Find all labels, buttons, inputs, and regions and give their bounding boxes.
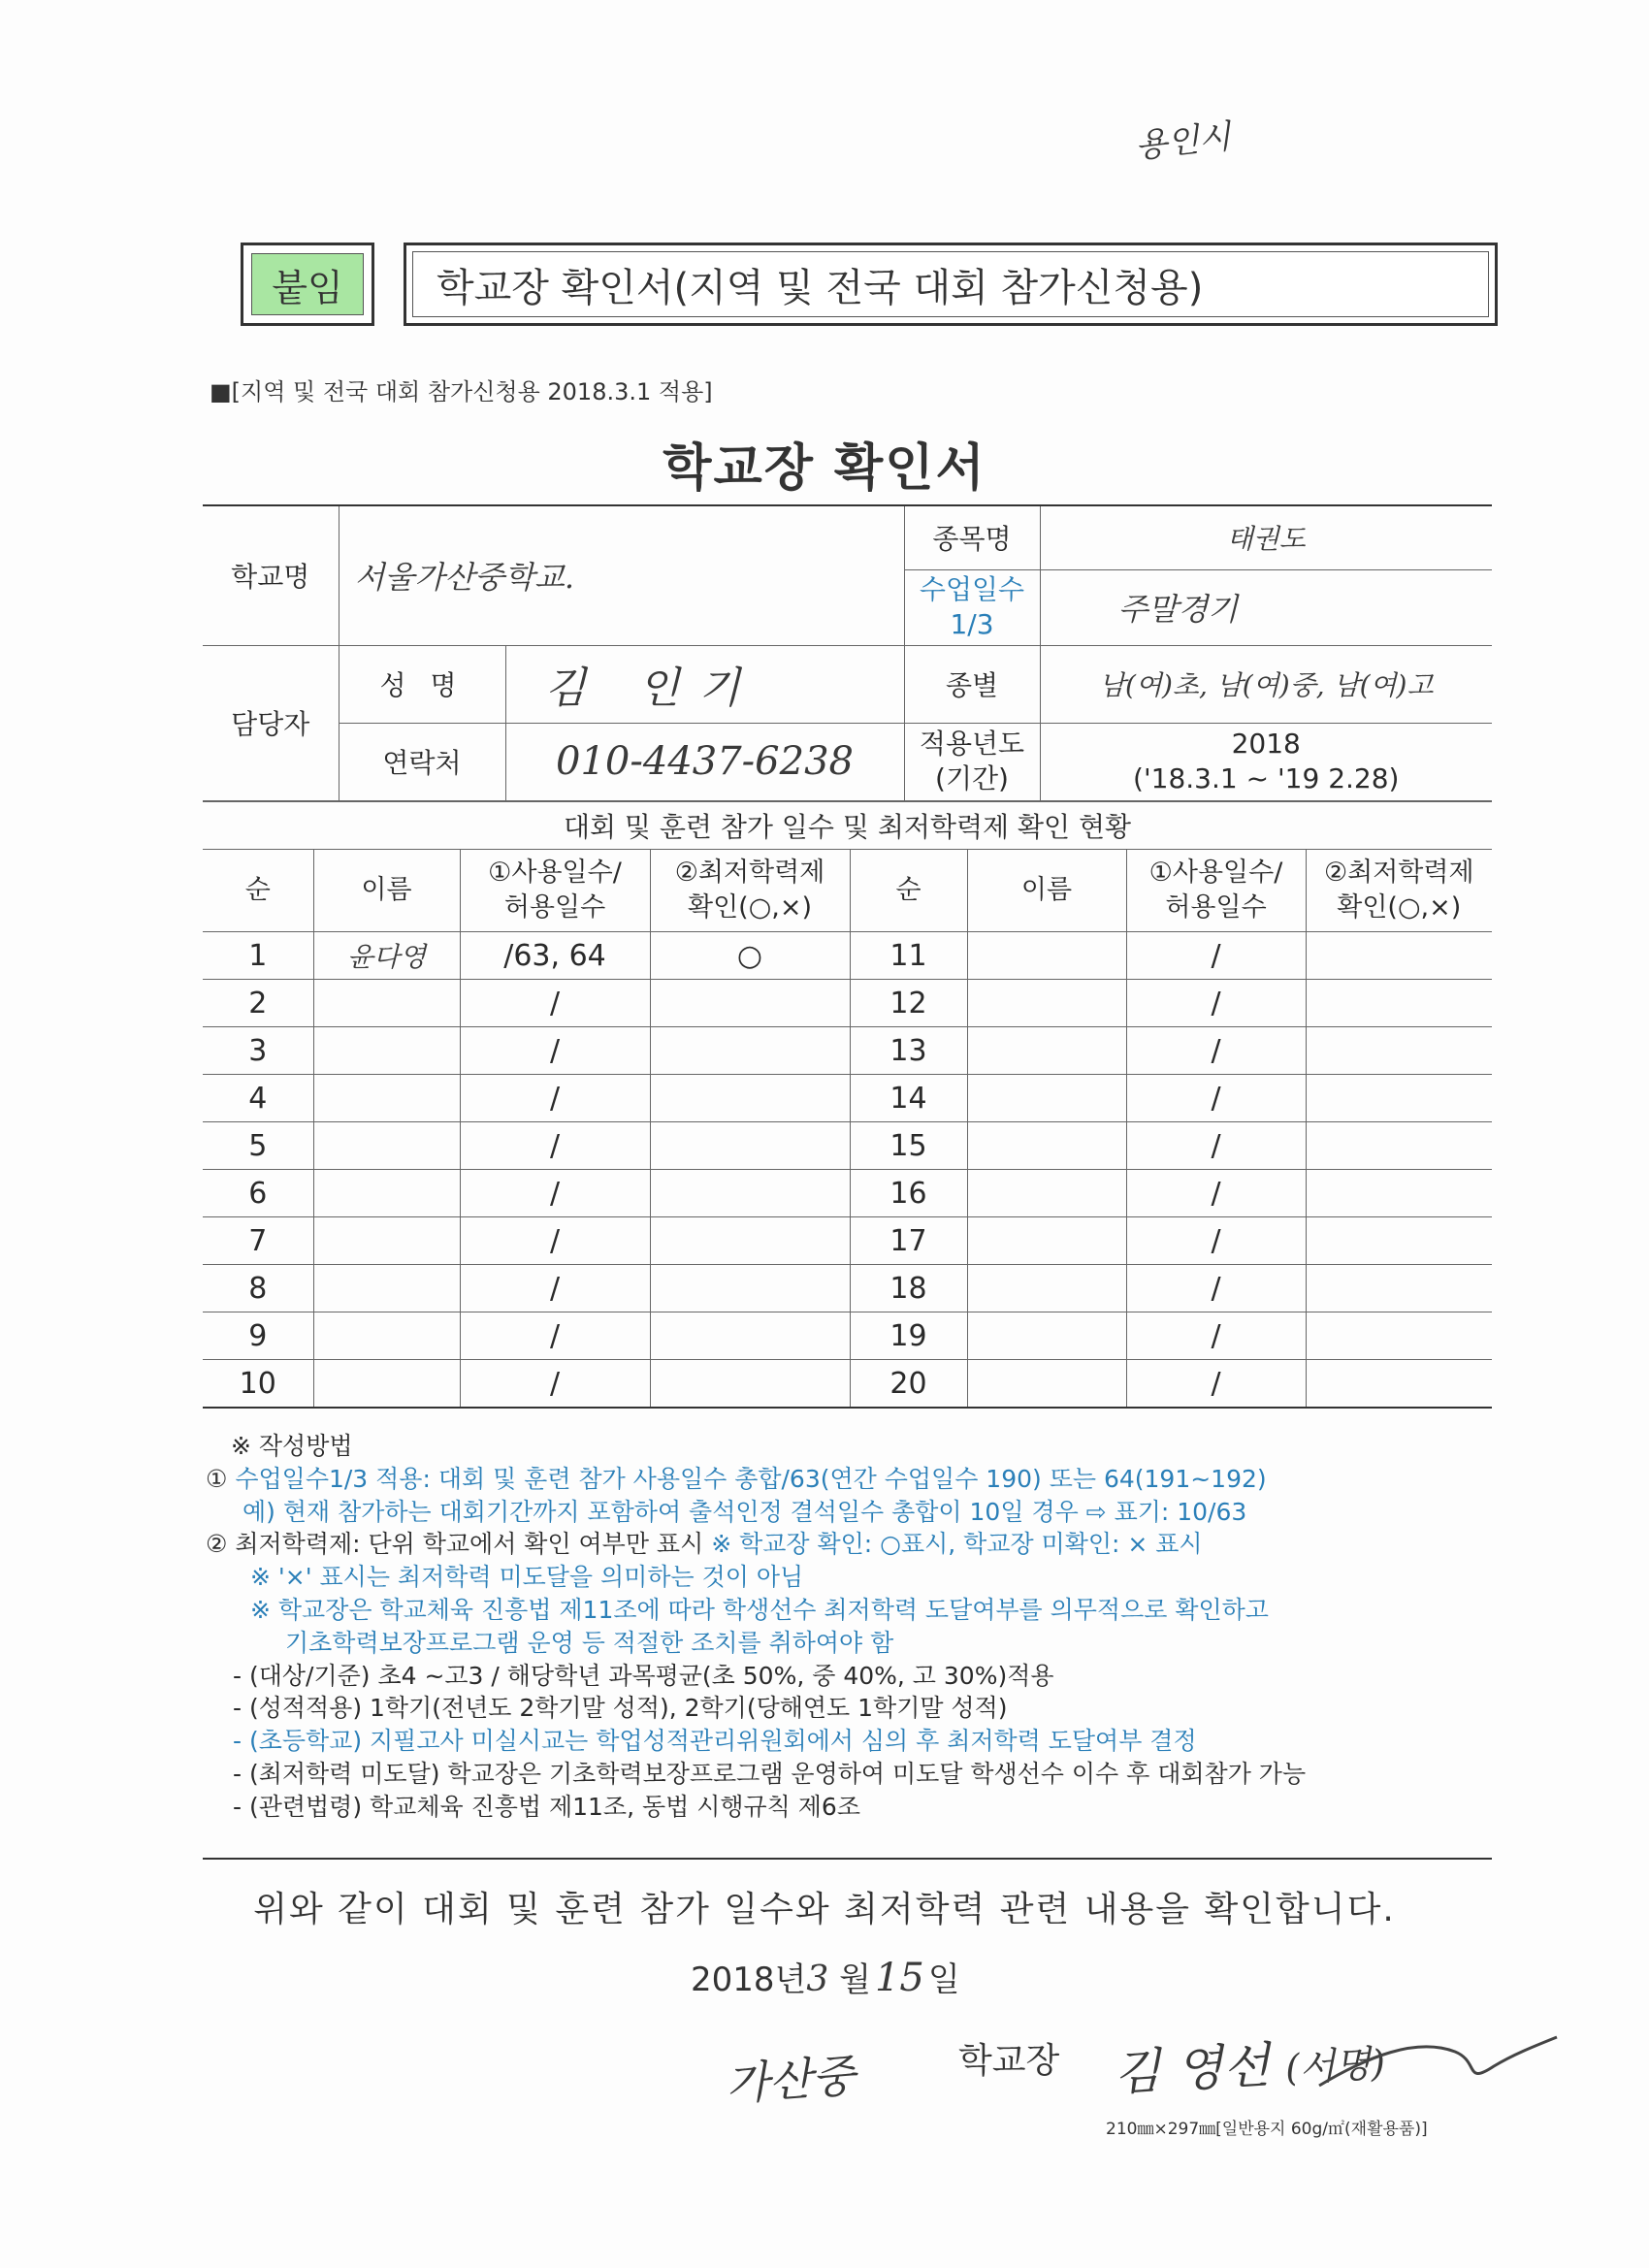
row-number: 10 [203,1360,313,1409]
col-min-line2: 확인(○,×) [1337,892,1462,923]
row-days: / [1126,1217,1306,1265]
row-name [967,1075,1126,1122]
col-days-line2: 허용일수 [503,892,606,923]
row-days: / [1126,980,1306,1027]
row-name [967,1217,1126,1265]
row-check [650,1217,850,1265]
row-number: 18 [850,1265,967,1312]
row-check [1306,1217,1492,1265]
row-name [967,1360,1126,1409]
year-label-line2: (기간) [935,762,1009,794]
row-days: / [460,1122,650,1170]
row-days: /63, 64 [460,932,650,980]
col-days [460,850,650,932]
class-days-label-line1: 수업일수 [919,573,1025,605]
col-name: 이름 [967,850,1126,932]
manager-label: 담당자 [203,645,339,800]
row-days: / [460,1312,650,1360]
attachment-tag-label: 붙임 [251,253,364,315]
principal-seal: (서명) [1283,2041,1387,2090]
row-check [650,1170,850,1217]
date-day-value: 15 [874,1956,924,2000]
row-check [1306,932,1492,980]
instructions [206,1430,1496,1824]
col-min-line1: ②최저학력제 [674,858,825,888]
row-number: 5 [203,1122,313,1170]
participation-rows [203,932,1492,1409]
status-title: 대회 및 훈련 참가 일수 및 최저학력제 확인 현황 [203,802,1492,850]
year-label-line1: 적용년도 [919,728,1025,760]
col-min [1306,850,1492,932]
sport-value: 태권도 [1040,505,1492,569]
table-row [203,980,1492,1027]
school-label: 학교명 [203,505,339,645]
row-check [650,1265,850,1312]
note-3: ※ '×' 표시는 최저학력 미도달을 의미하는 것이 아님 [250,1563,804,1592]
row-days: / [460,980,650,1027]
row-check [1306,1312,1492,1360]
col-days-line2: 허용일수 [1165,892,1267,923]
row-check [650,1312,850,1360]
row-check [650,1027,850,1075]
row-check [1306,1075,1492,1122]
paper-spec: 210㎜×297㎜[일반용지 60g/㎡(재활용품)] [1106,2120,1428,2139]
row-name [313,1217,460,1265]
table-row [203,1265,1492,1312]
document-title: 학교장 확인서(지역 및 전국 대회 참가신청용) [412,251,1489,317]
note-2-text-b: ※ 학교장 확인: ○표시, 학교장 미확인: × 표시 [711,1530,1203,1559]
row-check [650,1122,850,1170]
row-check [650,980,850,1027]
row-number: 9 [203,1312,313,1360]
row-days: / [1126,1312,1306,1360]
date-year: 2018년 [691,1960,807,1999]
year-value-line1: 2018 [1231,728,1301,760]
signing-date [691,1953,960,2000]
row-days: / [1126,1265,1306,1312]
row-name [313,1122,460,1170]
row-number: 2 [203,980,313,1027]
table-row [203,1312,1492,1360]
row-days: / [460,1265,650,1312]
date-month-label: 월 [839,1960,871,1999]
row-name [313,1027,460,1075]
notes-heading: ※ 작성방법 [231,1432,353,1460]
col-name: 이름 [313,850,460,932]
contact-value: 010-4437-6238 [505,723,904,800]
table-row [203,1075,1492,1122]
school-value: 서울가산중학교. [339,505,904,645]
date-month-value: 3 [806,1960,829,1999]
row-number: 19 [850,1312,967,1360]
form-subheading: ■[지역 및 전국 대회 참가신청용 2018.3.1 적용] [210,378,713,405]
row-check: ○ [650,932,850,980]
year-label [904,723,1040,800]
info-table [203,504,1492,801]
row-check [1306,1122,1492,1170]
document-title-box [404,243,1498,326]
row-number: 6 [203,1170,313,1217]
row-days: / [1126,1122,1306,1170]
note-1-text-a: 수업일수1/3 적용: 대회 및 훈련 참가 사용일수 총합/63(연간 수업일수 190) 또는 64(191~192) [235,1464,1267,1493]
class-days-label-line2: 1/3 [950,608,994,640]
row-number: 13 [850,1027,967,1075]
row-number: 16 [850,1170,967,1217]
col-days-line1: ①사용일수/ [1148,858,1283,888]
row-days: / [460,1075,650,1122]
category-label: 종별 [904,645,1040,723]
row-name [967,1170,1126,1217]
note-1-line1 [206,1463,1496,1496]
separator-line [203,1858,1492,1860]
row-number: 20 [850,1360,967,1409]
row-name [967,1312,1126,1360]
note-4-line2: 기초학력보장프로그램 운영 등 적절한 조치를 취하여야 함 [285,1628,894,1657]
col-days-line1: ①사용일수/ [488,858,622,888]
col-min-line1: ②최저학력제 [1323,858,1474,888]
note-2-number: ② [206,1530,228,1559]
confirmation-text: 위와 같이 대회 및 훈련 참가 일수와 최저학력 관련 내용을 확인합니다. [253,1890,1396,1929]
row-number: 14 [850,1075,967,1122]
attachment-tag [241,243,374,326]
page-title: 학교장 확인서 [663,439,986,498]
row-number: 8 [203,1265,313,1312]
row-check [650,1075,850,1122]
row-name [967,1122,1126,1170]
row-name [967,1027,1126,1075]
signature-stroke [1310,2018,1562,2105]
row-number: 12 [850,980,967,1027]
handwritten-note: 용인시 [1133,116,1233,167]
row-days: / [460,1217,650,1265]
class-days-value: 주말경기 [1040,569,1492,645]
row-days: / [1126,1360,1306,1409]
note-1-number: ① [206,1464,228,1493]
year-value [1040,723,1492,800]
manager-name-value: 김 인기 [505,645,904,723]
col-min-line2: 확인(○,×) [688,892,812,923]
row-days: / [1126,1170,1306,1217]
category-value: 남(여)초, 남(여)중, 남(여)고 [1040,645,1492,723]
row-check [1306,1360,1492,1409]
row-check [1306,1170,1492,1217]
row-check [1306,1265,1492,1312]
row-name [313,1312,460,1360]
col-no: 순 [850,850,967,932]
date-day-label: 일 [927,1960,960,1999]
principal-name: 김 영선 [1112,2036,1272,2102]
note-4-line1: ※ 학교장은 학교체육 진흥법 제11조에 따라 학생선수 최저학력 도달여부를 의무적으로 확인하고 [250,1595,1269,1624]
year-value-line2: ('18.3.1 ~ '19 2.28) [1133,762,1400,794]
row-name [313,1170,460,1217]
row-number: 7 [203,1217,313,1265]
table-row [203,1217,1492,1265]
detail-3: - (초등학교) 지필고사 미실시교는 학업성적관리위원회에서 심의 후 최저학력 도달여부 결정 [233,1727,1197,1756]
principal-label: 학교장 [958,2041,1060,2081]
row-number: 1 [203,932,313,980]
note-2 [206,1528,1496,1561]
row-days: / [460,1360,650,1409]
row-check [1306,980,1492,1027]
note-2-text-a: 최저학력제: 단위 학교에서 확인 여부만 표시 [235,1530,704,1559]
row-number: 15 [850,1122,967,1170]
detail-4: - (최저학력 미도달) 학교장은 기초학력보장프로그램 운영하여 미도달 학생선수 이수 후 대회참가 가능 [233,1759,1307,1788]
name-label: 성 명 [339,645,505,723]
class-days-label [904,569,1040,645]
table-row [203,1360,1492,1409]
row-name [313,980,460,1027]
col-min [650,850,850,932]
detail-2: - (성적적용) 1학기(전년도 2학기말 성적), 2학기(당해연도 1학기말 성적) [233,1694,1008,1723]
row-name [313,1360,460,1409]
row-number: 4 [203,1075,313,1122]
row-number: 3 [203,1027,313,1075]
table-row [203,1027,1492,1075]
participation-table [203,801,1492,1409]
row-check [650,1360,850,1409]
school-signature: 가산중 [724,2049,857,2111]
row-number: 17 [850,1217,967,1265]
note-1-line2: 예) 현재 참가하는 대회기간까지 포함하여 출석인정 결석일수 총합이 10일 경우 ⇨ 표기: 10/63 [242,1497,1247,1526]
row-name [313,1075,460,1122]
row-check [1306,1027,1492,1075]
row-days: / [1126,932,1306,980]
table-row [203,932,1492,980]
row-number: 11 [850,932,967,980]
row-name: 윤다영 [313,932,460,980]
table-row [203,1122,1492,1170]
row-name [967,1265,1126,1312]
detail-5: - (관련법령) 학교체육 진흥법 제11조, 동법 시행규칙 제6조 [233,1792,860,1821]
col-no: 순 [203,850,313,932]
detail-1: - (대상/기준) 초4 ~고3 / 해당학년 과목평균(초 50%, 중 40%, 고 30%)적용 [233,1661,1054,1690]
row-name [313,1265,460,1312]
row-days: / [460,1027,650,1075]
col-days [1126,850,1306,932]
row-name [967,932,1126,980]
sport-label: 종목명 [904,505,1040,569]
row-name [967,980,1126,1027]
table-row [203,1170,1492,1217]
row-days: / [460,1170,650,1217]
row-days: / [1126,1075,1306,1122]
row-days: / [1126,1027,1306,1075]
contact-label: 연락처 [339,723,505,800]
